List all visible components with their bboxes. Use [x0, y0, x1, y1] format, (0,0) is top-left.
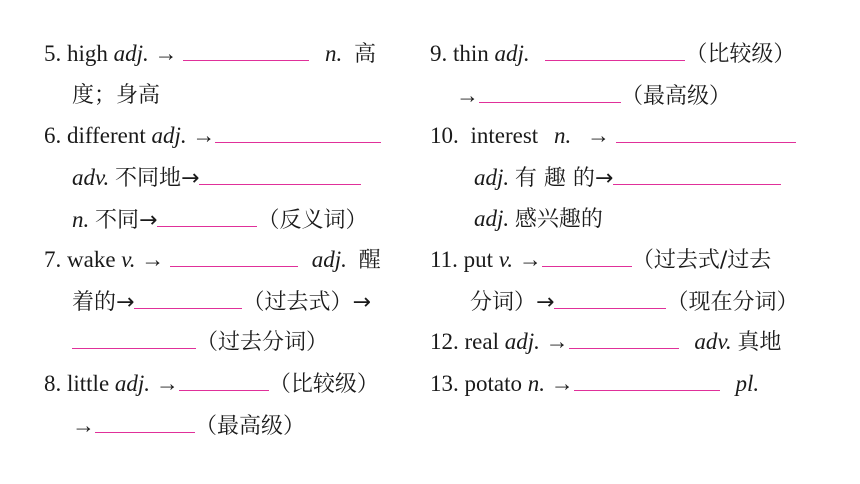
answer-blank[interactable]: [545, 38, 685, 61]
arrow: →: [72, 413, 95, 438]
answer-blank[interactable]: [613, 162, 781, 185]
item-number: 5.: [44, 41, 62, 66]
arrow: →: [155, 371, 179, 396]
meaning: 醒: [358, 248, 381, 273]
answer-blank[interactable]: [170, 244, 298, 267]
answer-blank[interactable]: [183, 38, 309, 61]
item-number: 6.: [44, 123, 62, 148]
word: different: [67, 123, 146, 148]
item-5-line-1: [44, 38, 376, 70]
meaning: 着的→: [72, 290, 135, 315]
meaning: 真地: [737, 330, 782, 355]
item-13-line: [430, 368, 759, 399]
item-6-line-2: [72, 162, 361, 194]
hint: （最高级）: [621, 84, 732, 109]
hint: （过去式）→: [242, 290, 371, 315]
answer-blank[interactable]: [479, 80, 621, 103]
item-11-line-1: [430, 244, 771, 276]
item-number: 12.: [430, 329, 459, 354]
answer-blank[interactable]: [616, 120, 796, 143]
word: little: [67, 371, 110, 396]
hint: （过去分词）: [196, 330, 329, 355]
item-number: 10.: [430, 123, 459, 148]
meaning: 度；身高: [72, 83, 161, 108]
item-10-line-1: [430, 120, 796, 151]
answer-blank[interactable]: [199, 162, 361, 185]
part-of-speech: adj.: [474, 165, 510, 190]
arrow: →: [545, 329, 569, 354]
item-number: 7.: [44, 247, 62, 272]
part-of-speech: n.: [72, 207, 90, 232]
item-7-line-2: [72, 286, 371, 318]
item-number: 11.: [430, 247, 458, 272]
word: wake: [67, 247, 116, 272]
part-of-speech: n.: [527, 371, 545, 396]
hint: 分词）→: [470, 290, 555, 315]
item-9-line-2: [456, 80, 731, 112]
item-8-line-1: [44, 368, 379, 400]
meaning: 有 趣 的→: [514, 166, 614, 191]
word: put: [463, 247, 494, 272]
item-10-line-3: [474, 204, 603, 235]
part-of-speech: adj.: [311, 247, 347, 272]
part-of-speech: pl.: [735, 371, 760, 396]
part-of-speech: adj.: [151, 123, 187, 148]
answer-blank[interactable]: [569, 326, 679, 349]
arrow: →: [518, 247, 542, 272]
hint: （反义词）: [257, 208, 368, 233]
item-5-line-2: [72, 80, 160, 111]
part-of-speech: adj.: [114, 371, 151, 396]
part-of-speech: adj.: [474, 206, 510, 231]
arrow: →: [586, 123, 610, 148]
hint: （比较级）: [268, 372, 379, 397]
part-of-speech: n.: [325, 41, 343, 66]
hint: （比较级）: [685, 42, 796, 67]
answer-blank[interactable]: [542, 244, 632, 267]
part-of-speech: adj.: [504, 329, 540, 354]
item-6-line-1: [44, 120, 381, 151]
answer-blank[interactable]: [157, 204, 257, 227]
item-8-line-2: [72, 410, 305, 442]
item-7-line-1: [44, 244, 381, 276]
word: high: [67, 41, 108, 66]
meaning: 感兴趣的: [514, 207, 603, 232]
item-number: 8.: [44, 371, 62, 396]
answer-blank[interactable]: [134, 286, 242, 309]
answer-blank[interactable]: [72, 326, 196, 349]
arrow: →: [192, 123, 216, 148]
item-9-line-1: [430, 38, 795, 70]
arrow: →: [456, 83, 479, 108]
part-of-speech: adj.: [113, 41, 149, 66]
item-11-line-2: [470, 286, 798, 318]
hint: （过去式/过去: [631, 248, 772, 273]
part-of-speech: adv.: [72, 165, 110, 190]
answer-blank[interactable]: [554, 286, 666, 309]
item-number: 9.: [430, 41, 448, 66]
part-of-speech: n.: [553, 123, 572, 148]
arrow: →: [550, 371, 574, 396]
word: real: [464, 329, 499, 354]
word: interest: [470, 123, 539, 148]
item-12-line: [430, 326, 781, 358]
answer-blank[interactable]: [215, 120, 381, 143]
answer-blank[interactable]: [95, 410, 195, 433]
hint: （现在分词）: [666, 290, 799, 315]
arrow: →: [141, 247, 165, 272]
meaning: 不同→: [95, 208, 158, 233]
item-10-line-2: [474, 162, 781, 194]
part-of-speech: adv.: [694, 329, 732, 354]
part-of-speech: v.: [121, 247, 136, 272]
item-7-line-3: [72, 326, 328, 358]
part-of-speech: adj.: [494, 41, 530, 66]
word: thin: [453, 41, 489, 66]
word: potato: [464, 371, 522, 396]
part-of-speech: v.: [498, 247, 514, 272]
item-number: 13.: [430, 371, 459, 396]
hint: （最高级）: [195, 414, 306, 439]
answer-blank[interactable]: [574, 368, 720, 391]
answer-blank[interactable]: [179, 368, 269, 391]
meaning: 不同地→: [115, 166, 200, 191]
arrow: →: [154, 41, 178, 66]
meaning: 高: [354, 42, 377, 67]
item-6-line-3: [72, 204, 367, 236]
